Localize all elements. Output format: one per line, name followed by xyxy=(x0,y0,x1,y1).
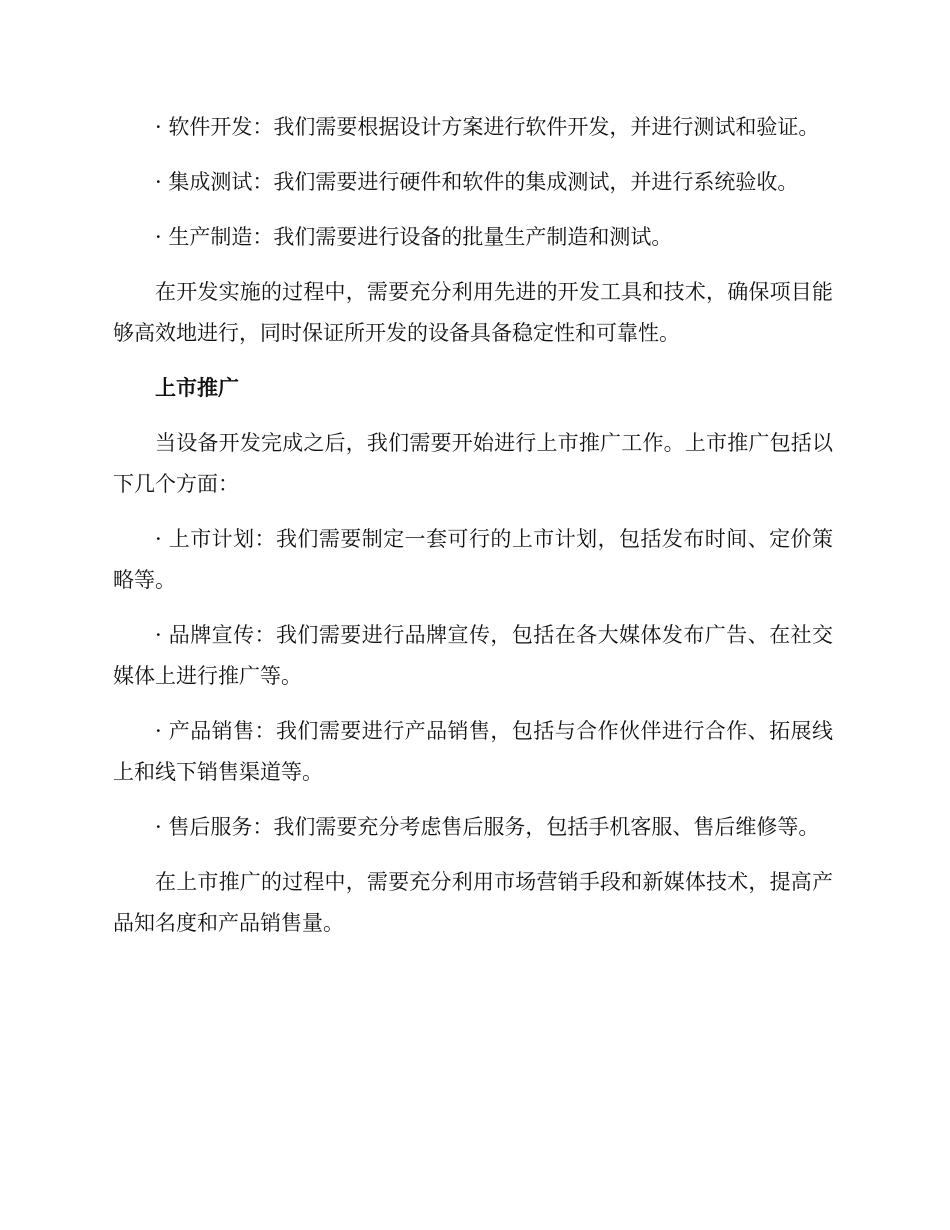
development-closing-paragraph: 在开发实施的过程中，需要充分利用先进的开发工具和技术，确保项目能够高效地进行，同时保证所开发的设备具备稳定性和可靠性。 xyxy=(113,280,833,345)
bullet-integration-testing: · 集成测试：我们需要进行硬件和软件的集成测试，并进行系统验收。 xyxy=(155,170,799,194)
bullet-product-sales: · 产品销售：我们需要进行产品销售，包括与合作伙伴进行合作、拓展线上和线下销售渠道等。 xyxy=(113,719,833,784)
bullet-software-development: · 软件开发：我们需要根据设计方案进行软件开发，并进行测试和验证。 xyxy=(155,115,820,139)
bullet-brand-promotion: · 品牌宣传：我们需要进行品牌宣传，包括在各大媒体发布广告、在社交媒体上进行推广等。 xyxy=(113,623,833,688)
launch-intro-paragraph: 当设备开发完成之后，我们需要开始进行上市推广工作。上市推广包括以下几个方面： xyxy=(113,431,833,496)
document-body xyxy=(113,107,833,958)
bullet-production-manufacturing: · 生产制造：我们需要进行设备的批量生产制造和测试。 xyxy=(155,225,673,249)
bullet-launch-plan: · 上市计划：我们需要制定一套可行的上市计划，包括发布时间、定价策略等。 xyxy=(113,527,833,592)
bullet-after-sales-service: · 售后服务：我们需要充分考虑售后服务，包括手机客服、售后维修等。 xyxy=(155,815,820,839)
section-heading-launch-promotion: 上市推广 xyxy=(155,376,239,400)
launch-closing-paragraph: 在上市推广的过程中，需要充分利用市场营销手段和新媒体技术，提高产品知名度和产品销售量。 xyxy=(113,870,833,935)
